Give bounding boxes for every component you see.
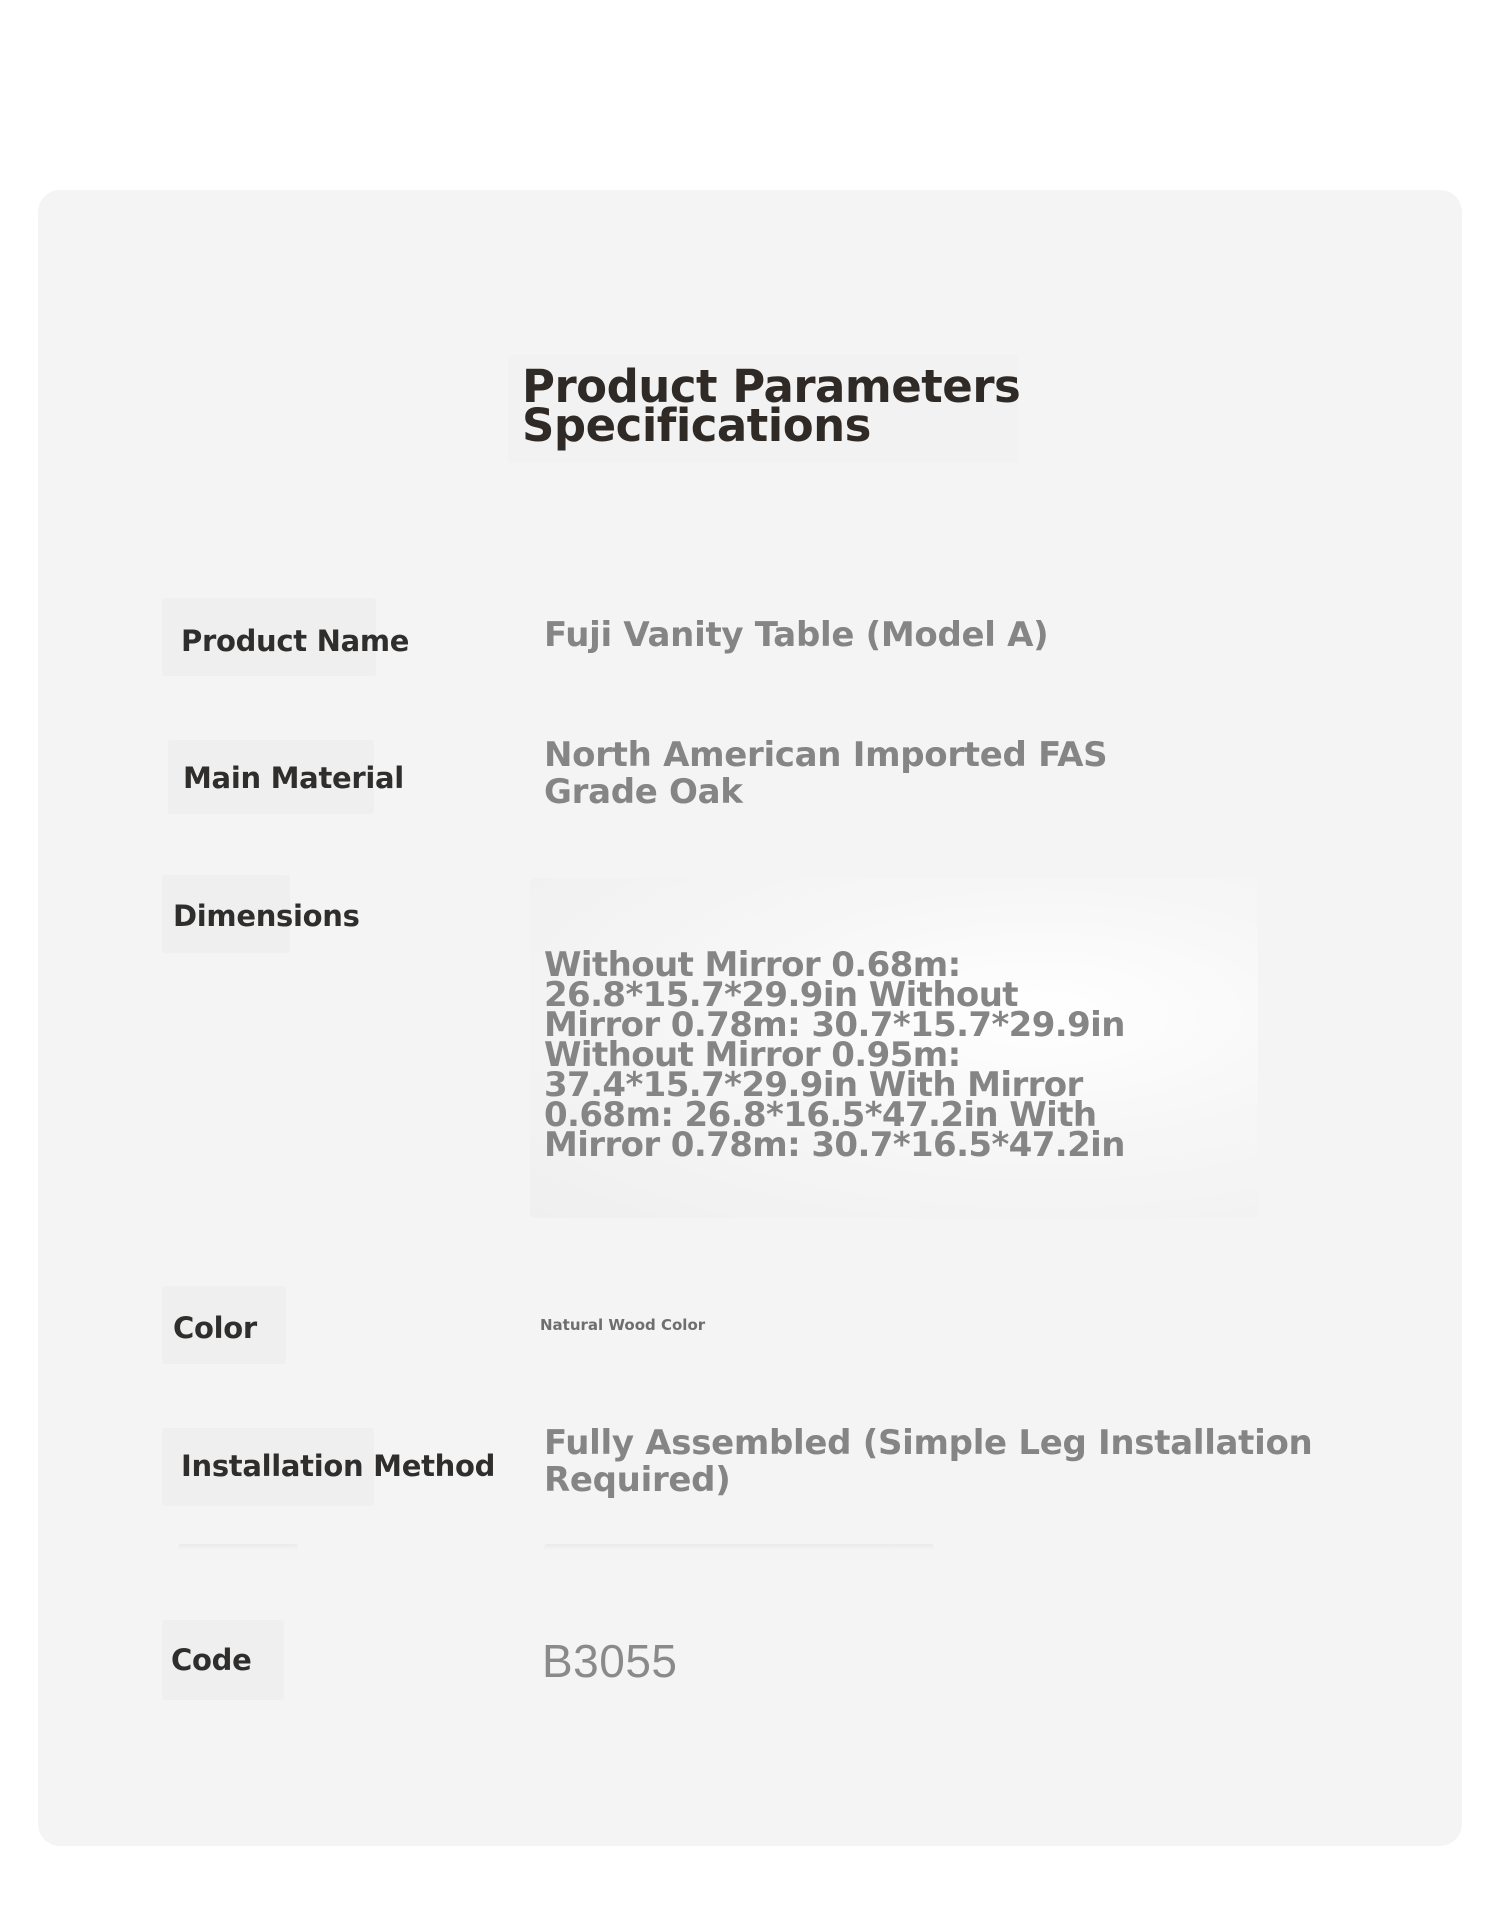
main-material-value-line-1: North American Imported FAS	[544, 735, 1108, 775]
product-name-label: Product Name	[181, 624, 410, 658]
dimensions-line: 37.4*15.7*29.9in With Mirror	[544, 1065, 1083, 1105]
dimensions-line: 0.68m: 26.8*16.5*47.2in With	[544, 1095, 1097, 1135]
page-title-line-1: Product Parameters	[522, 360, 1021, 413]
page-title-line-2: Specifications	[522, 399, 871, 452]
dimensions-line: Without Mirror 0.95m:	[544, 1035, 961, 1075]
main-material-value-line-2: Grade Oak	[544, 772, 743, 812]
main-material-value	[544, 737, 1107, 811]
code-label: Code	[171, 1643, 252, 1677]
dimensions-line: Mirror 0.78m: 30.7*15.7*29.9in	[544, 1005, 1125, 1045]
installation-method-value-line-2: Required)	[544, 1460, 731, 1500]
dimensions-line: 26.8*15.7*29.9in Without	[544, 975, 1018, 1015]
dimensions-value	[544, 945, 1125, 1165]
color-label: Color	[173, 1311, 257, 1345]
page-title	[522, 360, 1021, 452]
installation-method-value-line-1: Fully Assembled (Simple Leg Installation	[544, 1423, 1313, 1463]
dimensions-line: Without Mirror 0.68m:	[544, 945, 961, 985]
faint-row-remnant	[544, 1544, 934, 1550]
dimensions-label: Dimensions	[173, 899, 360, 933]
color-value: Natural Wood Color	[540, 1316, 706, 1334]
product-name-value: Fuji Vanity Table (Model A)	[544, 615, 1049, 655]
code-value: B3055	[542, 1635, 678, 1687]
main-material-label: Main Material	[183, 761, 404, 795]
installation-method-label: Installation Method	[181, 1449, 496, 1483]
dimensions-line: Mirror 0.78m: 30.7*16.5*47.2in	[544, 1125, 1125, 1165]
faint-row-remnant	[178, 1544, 298, 1550]
installation-method-value	[544, 1425, 1312, 1499]
